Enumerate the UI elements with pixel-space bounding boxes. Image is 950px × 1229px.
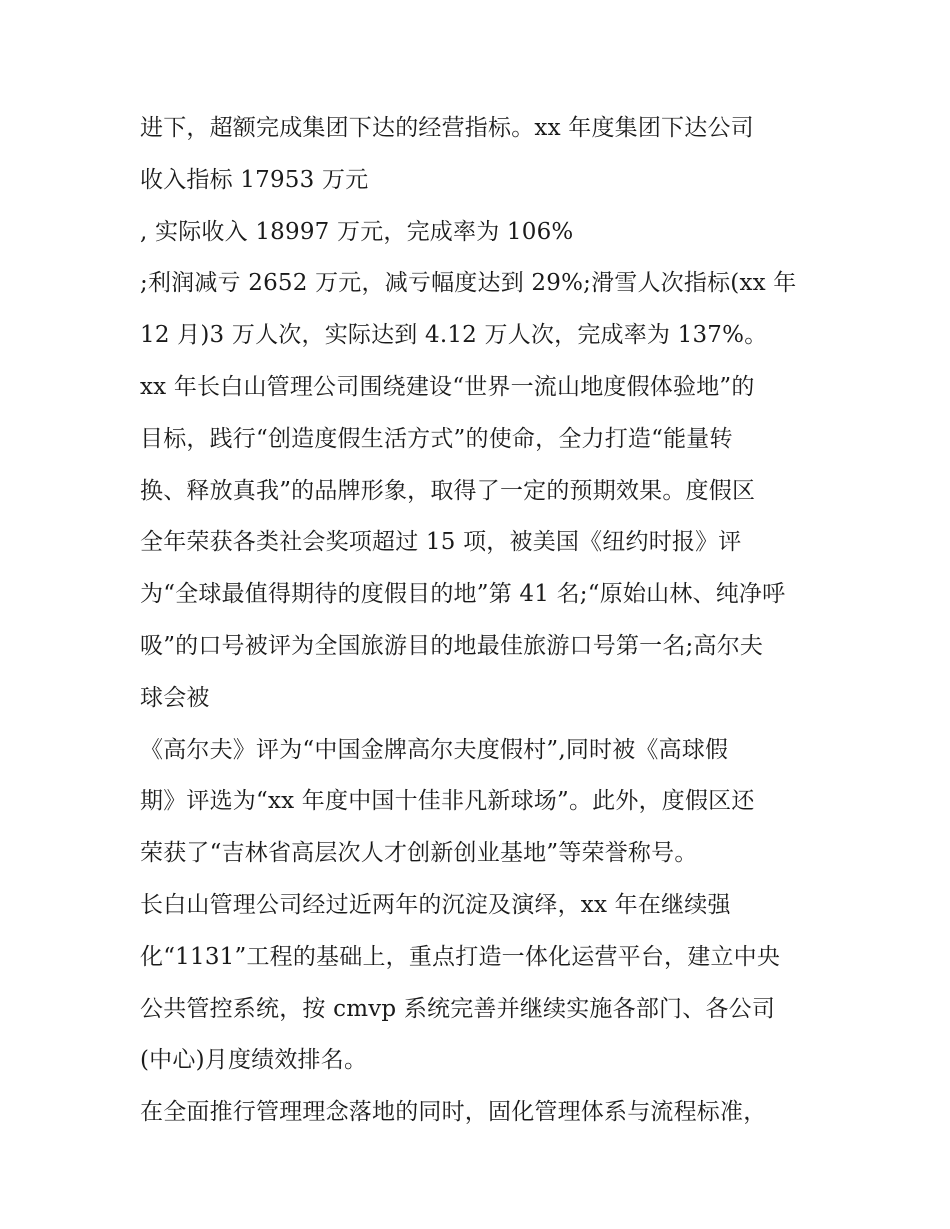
- text-line: , 实际收入 18997 万元，完成率为 106%: [140, 218, 574, 245]
- text-line: 换、释放真我”的品牌形象，取得了一定的预期效果。度假区: [140, 477, 756, 504]
- text-line: 化“1131”工程的基础上，重点打造一体化运营平台，建立中央: [140, 943, 781, 970]
- text-line: 吸”的口号被评为全国旅游目的地最佳旅游口号第一名;高尔夫: [140, 632, 764, 659]
- text-line: 12 月)3 万人次，实际达到 4.12 万人次，完成率为 137%。: [140, 322, 768, 349]
- text-line: 为“全球最值得期待的度假目的地”第 41 名;“原始山林、纯净呼: [140, 581, 786, 608]
- text-line: 目标，践行“创造度假生活方式”的使命，全力打造“能量转: [140, 425, 733, 452]
- text-line: 球会被: [140, 684, 210, 711]
- text-line: 收入指标 17953 万元: [140, 166, 369, 193]
- text-line: 进下，超额完成集团下达的经营指标。xx 年度集团下达公司: [140, 115, 754, 141]
- text-line: 公共管控系统，按 cmvp 系统完善并继续实施各部门、各公司: [140, 995, 776, 1022]
- text-line: 长白山管理公司经过近两年的沉淀及演绎，xx 年在继续强: [140, 891, 731, 918]
- text-line: ;利润减亏 2652 万元，减亏幅度达到 29%;滑雪人次指标(xx 年: [140, 270, 797, 297]
- text-line: xx 年长白山管理公司围绕建设“世界一流山地度假体验地”的: [140, 373, 755, 400]
- body-text: [140, 103, 820, 1139]
- text-line: 荣获了“吉林省高层次人才创新创业基地”等荣誉称号。: [140, 840, 698, 867]
- text-line: 全年荣获各类社会奖项超过 15 项，被美国《纽约时报》评: [140, 529, 742, 556]
- text-line: 在全面推行管理理念落地的同时，固化管理体系与流程标准，: [140, 1099, 767, 1126]
- text-line: 期》评选为“xx 年度中国十佳非凡新球场”。此外，度假区还: [140, 788, 755, 815]
- text-line: 《高尔夫》评为“中国金牌高尔夫度假村”,同时被《高球假: [140, 736, 729, 763]
- text-line: (中心)月度绩效排名。: [140, 1047, 368, 1074]
